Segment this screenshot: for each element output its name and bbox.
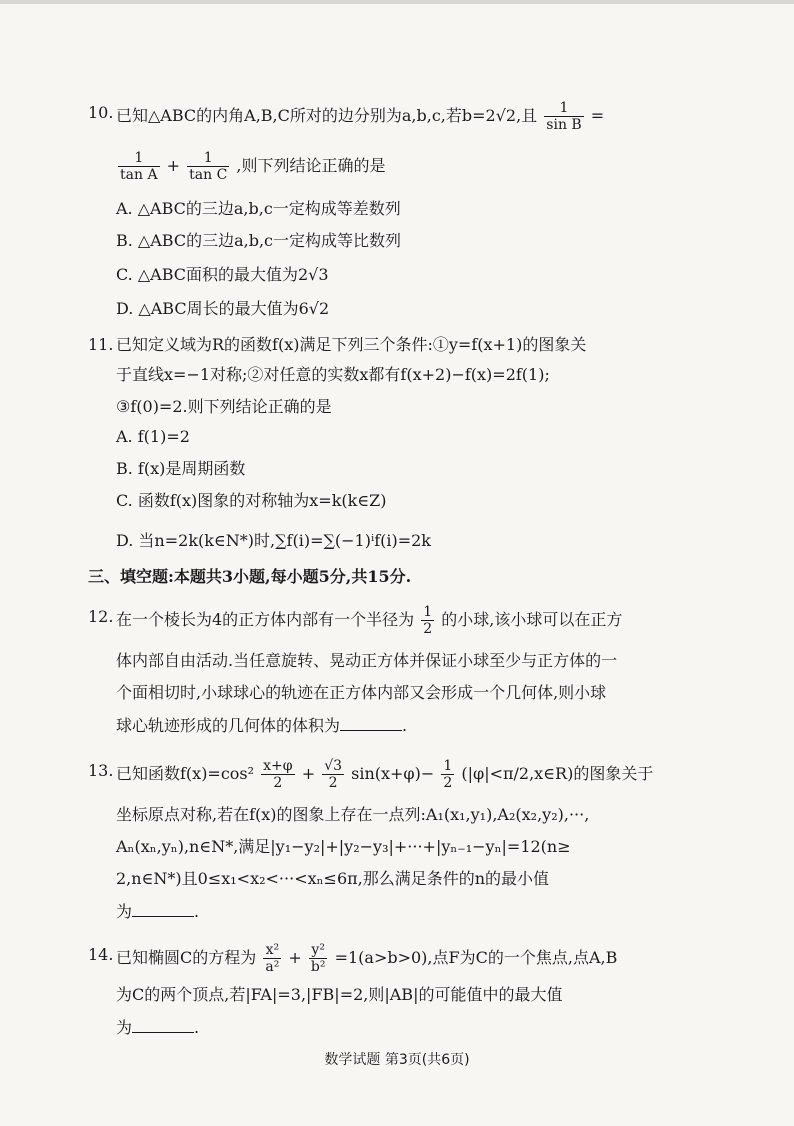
q11-option-c: C. 函数f(x)图象的对称轴为x=k(k∈Z) [116, 491, 387, 510]
frac-numerator: 1 [118, 150, 160, 167]
frac-denominator: 2 [273, 775, 283, 791]
q13-text-5: 为 [116, 902, 133, 921]
q14-text-3: 为 [116, 1018, 133, 1037]
q13-period: . [194, 902, 200, 921]
frac-numerator: x² [263, 942, 281, 959]
q13-line1 [88, 758, 754, 791]
q14-text-c: =1(a>b>0),点F为C的一个焦点,点A,B [334, 948, 618, 967]
frac-denominator: a² [265, 959, 280, 975]
q10-number: 10. [88, 103, 114, 122]
q10-line2 [116, 150, 754, 183]
q12-text-4: 球心轨迹形成的几何体的体积为 [116, 716, 341, 735]
q13-answer-blank[interactable] [132, 898, 194, 917]
q13-line3: Aₙ(xₙ,yₙ),n∈N*,满足|y₁−y₂|+|y₂−y₃|+···+|yₙ₋₁−yₙ|=12(n≥ [116, 837, 571, 856]
q12-text-a: 在一个棱长为4的正方体内部有一个半径为 [116, 610, 415, 629]
q14-line1 [88, 942, 754, 975]
frac-numerator: x+φ [263, 758, 293, 774]
page-footer: 数学试题 第3页(共6页) [324, 1052, 470, 1068]
frac-denominator: tan A [120, 167, 158, 183]
frac-numerator: y² [309, 942, 328, 959]
q11-line2: 于直线x=−1对称;②对任意的实数x都有f(x+2)−f(x)=2f(1); [116, 365, 550, 384]
q14-number: 14. [88, 945, 114, 964]
q10-option-a: A. △ABC的三边a,b,c一定构成等差数列 [116, 199, 401, 218]
q11-option-d: D. 当n=2k(k∈N*)时,∑f(i)=∑(−1)ⁱf(i)=2k [116, 531, 431, 550]
q12-number: 12. [88, 607, 114, 626]
frac-numerator: 1 [187, 150, 229, 167]
q14-text-b: + [288, 948, 302, 967]
frac-denominator: 2 [443, 775, 453, 791]
frac-denominator: 2 [328, 775, 338, 791]
q14-fraction-x2 [263, 942, 281, 975]
q13-text-b: + [301, 764, 316, 783]
q11-text-1: 已知定义域为R的函数f(x)满足下列三个条件:①y=f(x+1)的图象关 [116, 335, 587, 354]
q10-text-a: 已知△ABC的内角A,B,C所对的边分别为a,b,c,若b=2√2,且 [116, 106, 538, 125]
q14-line2: 为C的两个顶点,若|FA|=3,|FB|=2,则|AB|的可能值中的最大值 [116, 985, 563, 1004]
q13-fraction-sqrt3 [322, 758, 344, 791]
q12-answer-blank[interactable] [340, 712, 402, 731]
frac-numerator: 1 [443, 758, 453, 774]
frac-numerator: √3 [324, 758, 343, 774]
q14-text-a: 已知椭圆C的方程为 [116, 948, 257, 967]
q14-answer-blank[interactable] [132, 1014, 194, 1033]
section-3-heading: 三、填空题:本题共3小题,每小题5分,共15分. [88, 567, 412, 586]
q13-fraction-half [441, 758, 454, 791]
q10-option-d: D. △ABC周长的最大值为6√2 [116, 299, 330, 318]
scan-edge [0, 0, 794, 4]
q12-line4 [116, 712, 754, 739]
q13-line2: 坐标原点对称,若在f(x)的图象上存在一点列:A₁(x₁,y₁),A₂(x₂,y₂),···, [116, 805, 590, 824]
frac-denominator: tan C [189, 167, 228, 183]
q13-text-d: (|φ|<π/2,x∈R)的图象关于 [461, 764, 654, 783]
q12-line1 [88, 604, 754, 637]
q14-line3 [116, 1014, 754, 1041]
q13-fraction-x-phi [261, 758, 294, 791]
q13-text-a: 已知函数f(x)=cos² [116, 764, 255, 783]
q14-fraction-y2 [309, 942, 328, 975]
q12-fraction-half [421, 604, 434, 637]
frac-numerator: 1 [423, 604, 433, 620]
q11-option-a: A. f(1)=2 [116, 427, 190, 446]
frac-denominator: 2 [423, 621, 433, 637]
q10-text-tail: ,则下列结论正确的是 [236, 156, 386, 175]
frac-denominator: sin B [546, 117, 582, 133]
q12-line3: 个面相切时,小球球心的轨迹在正方体内部又会形成一个几何体,则小球 [116, 683, 607, 702]
q13-text-c: sin(x+φ)− [351, 764, 435, 783]
q13-line5 [116, 898, 754, 925]
q11-number: 11. [88, 335, 114, 354]
q11-option-b: B. f(x)是周期函数 [116, 459, 246, 478]
frac-denominator: b² [310, 959, 326, 975]
q13-number: 13. [88, 761, 114, 780]
q10-line1 [88, 100, 754, 133]
q12-text-b: 的小球,该小球可以在正方 [441, 610, 623, 629]
q12-period: . [402, 716, 408, 735]
q10-plus: + [166, 156, 181, 175]
q14-period: . [194, 1018, 200, 1037]
q12-line2: 体内部自由活动.当任意旋转、晃动正方体并保证小球至少与正方体的一 [116, 651, 618, 670]
q11-line3: ③f(0)=2.则下列结论正确的是 [116, 397, 332, 416]
q13-line4: 2,n∈N*)且0≤x₁<x₂<···<xₙ≤6π,那么满足条件的n的最小值 [116, 869, 550, 888]
q11-line1 [88, 332, 754, 358]
q10-fraction-sinB [544, 100, 583, 133]
frac-numerator: 1 [544, 100, 583, 117]
q10-fraction-tanC [187, 150, 229, 183]
q10-option-b: B. △ABC的三边a,b,c一定构成等比数列 [116, 231, 402, 250]
q10-text-b: = [590, 106, 605, 125]
q10-fraction-tanA [118, 150, 160, 183]
q10-option-c: C. △ABC面积的最大值为2√3 [116, 265, 329, 284]
